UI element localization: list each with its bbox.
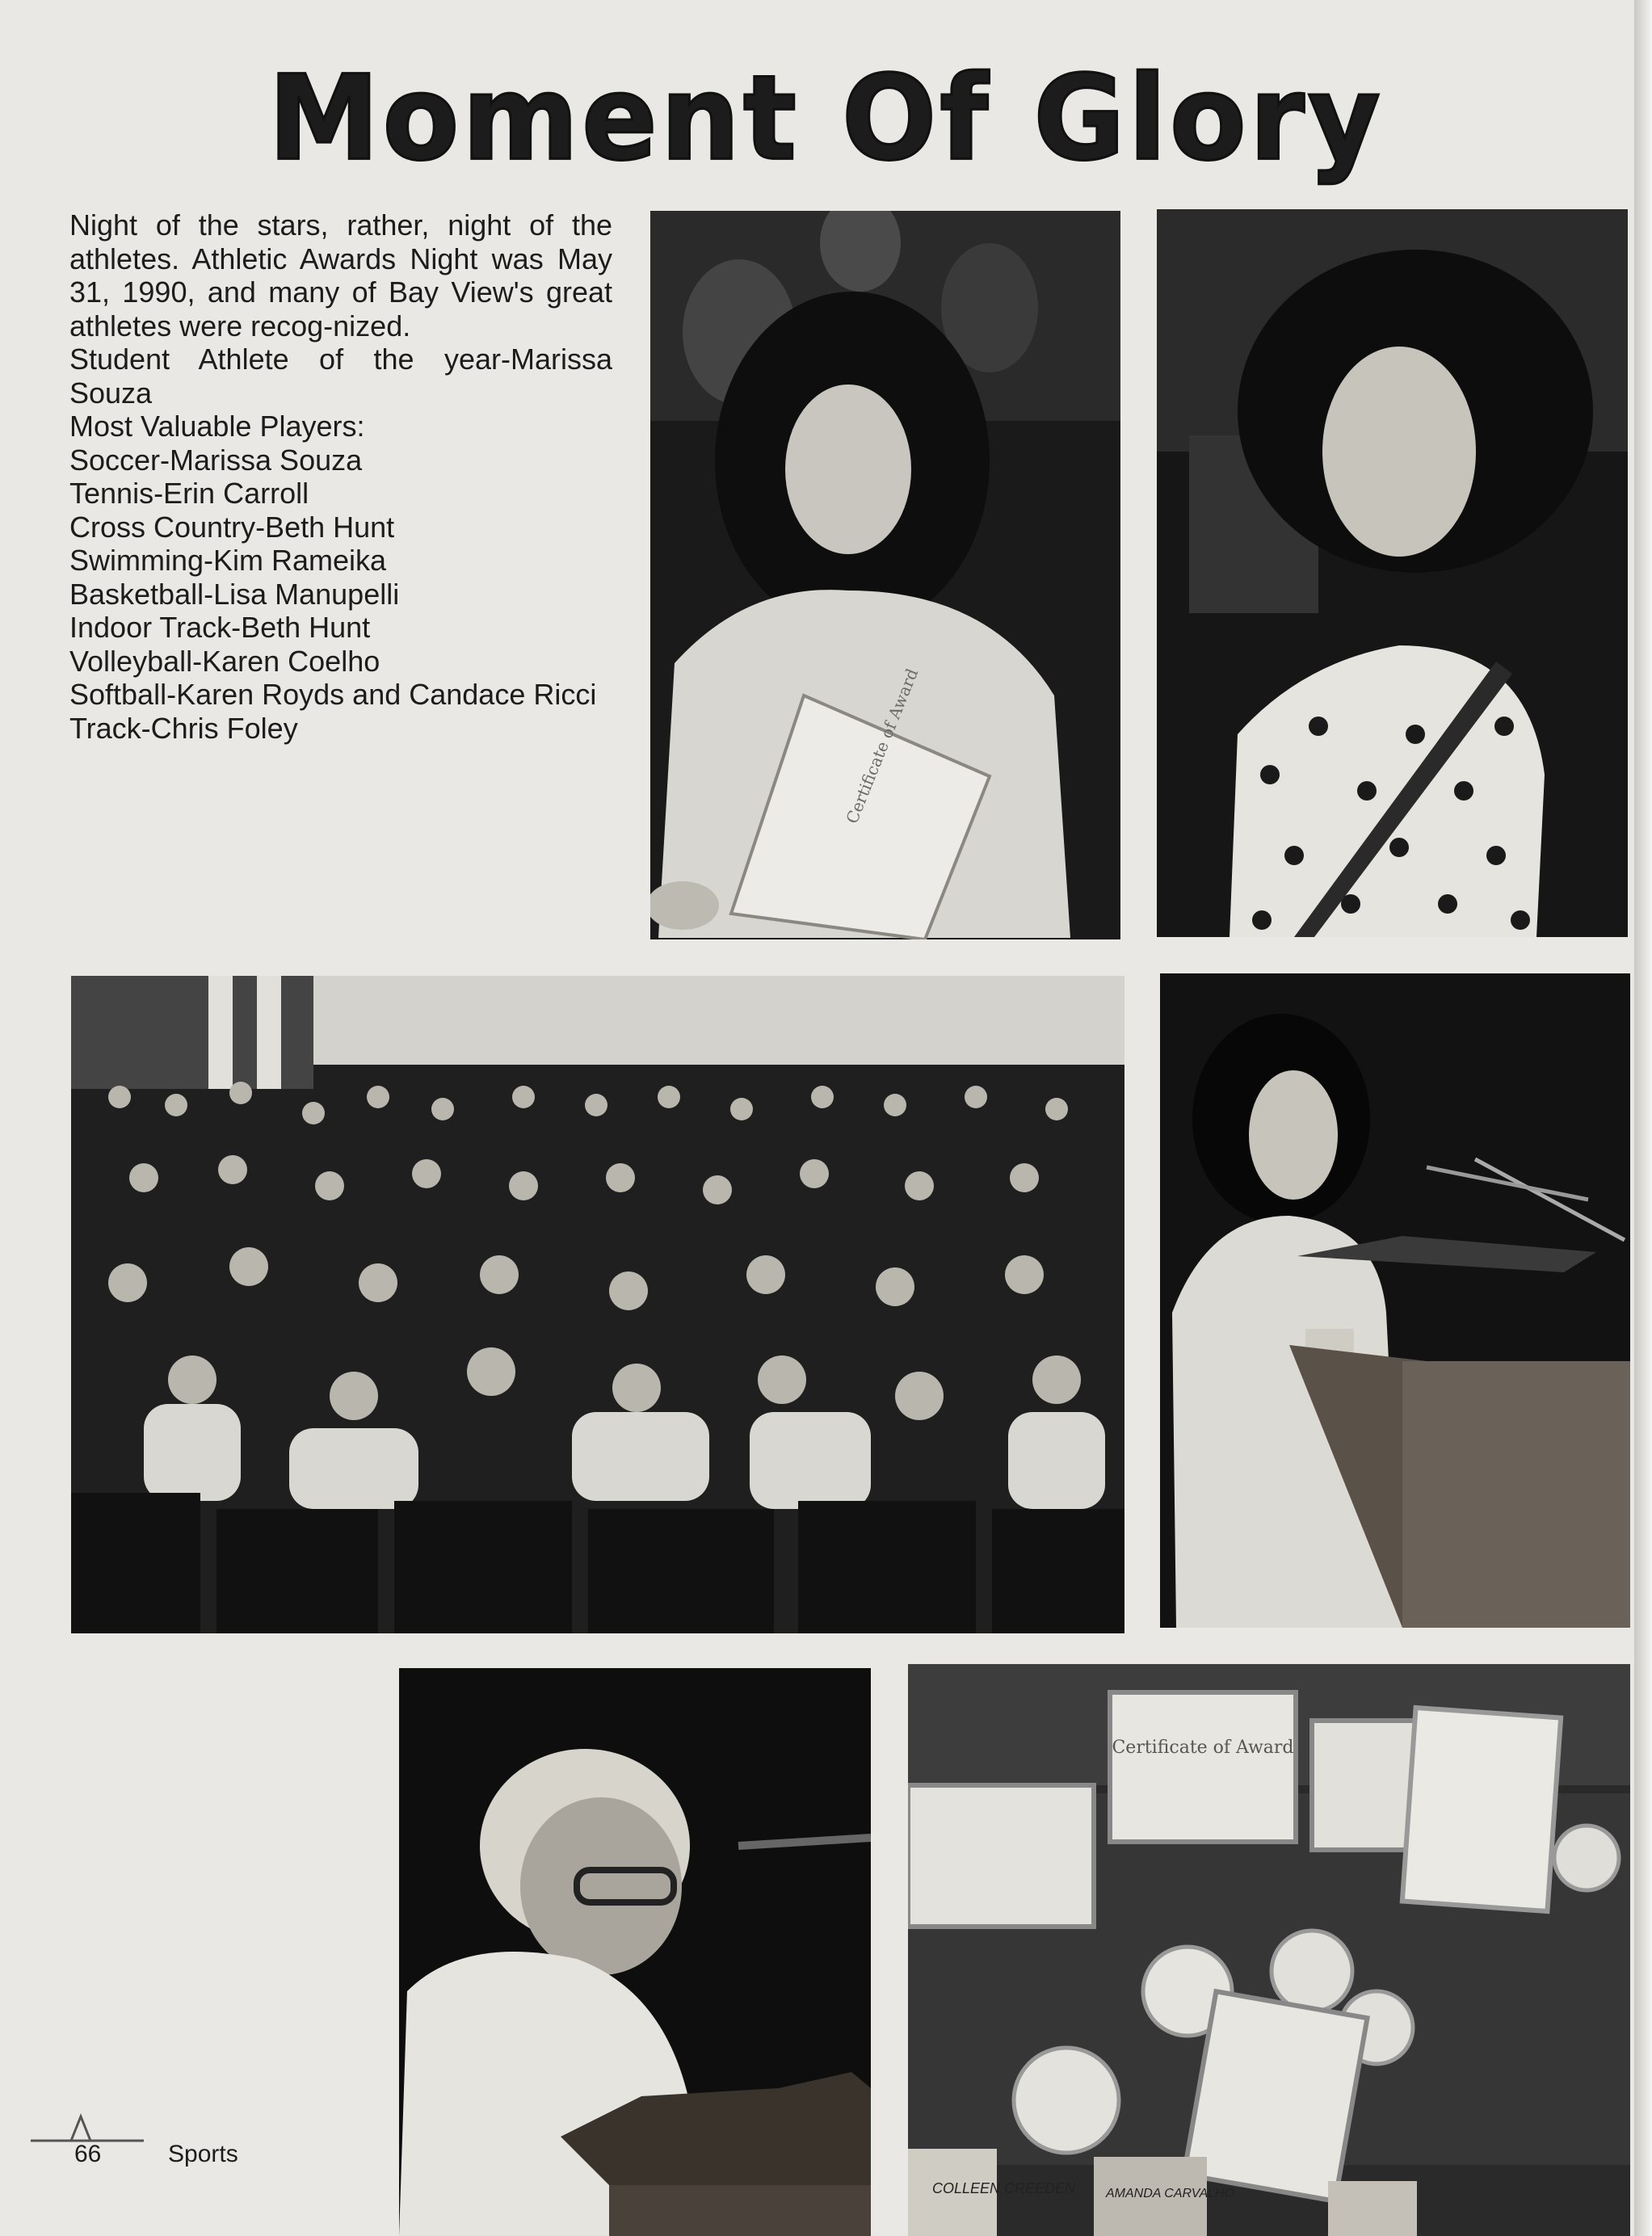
photo-girl-at-podium [1160, 973, 1630, 1628]
section-name: Sports [168, 2141, 238, 2167]
mvp-item: Softball-Karen Royds and Candace Ricci [69, 678, 597, 711]
student-athlete-line: Student Athlete of the year-Marissa Souza [69, 343, 612, 410]
photo-awards-display [908, 1664, 1630, 2236]
article-text [69, 208, 612, 745]
mvp-item: Swimming-Kim Rameika [69, 544, 387, 577]
mvp-item: Soccer-Marissa Souza [69, 443, 363, 477]
mvp-heading: Most Valuable Players: [69, 410, 365, 443]
article-intro: Night of the stars, rather, night of the athletes. Athletic Awards Night was May 31, 1990, and many of Bay View's great athletes were recog-nized. [69, 208, 612, 343]
photo-girl-with-certificate [650, 211, 1120, 939]
sign-name: COLLEEN CREEDEN [932, 2180, 1076, 2196]
folio-ornament [31, 2110, 144, 2142]
page-number: 66 [74, 2141, 102, 2167]
mvp-item: Volleyball-Karen Coelho [69, 644, 380, 678]
mvp-item: Cross Country-Beth Hunt [69, 510, 395, 544]
sign-name: AMANDA CARVALHO [1106, 2187, 1235, 2200]
page-edge [1634, 0, 1652, 2236]
photo-woman-at-podium [399, 1668, 871, 2236]
certificate-title: Certificate of Award [1112, 1738, 1294, 1758]
photo-girl-polka-dots [1157, 209, 1628, 937]
mvp-item: Tennis-Erin Carroll [69, 477, 309, 510]
page-title: Moment Of Glory [268, 49, 1384, 187]
certificate-label: Certificate of Award [842, 666, 923, 826]
mvp-item: Basketball-Lisa Manupelli [69, 577, 400, 611]
mvp-item: Indoor Track-Beth Hunt [69, 611, 371, 644]
photo-audience [71, 976, 1124, 1633]
mvp-item: Track-Chris Foley [69, 711, 298, 745]
